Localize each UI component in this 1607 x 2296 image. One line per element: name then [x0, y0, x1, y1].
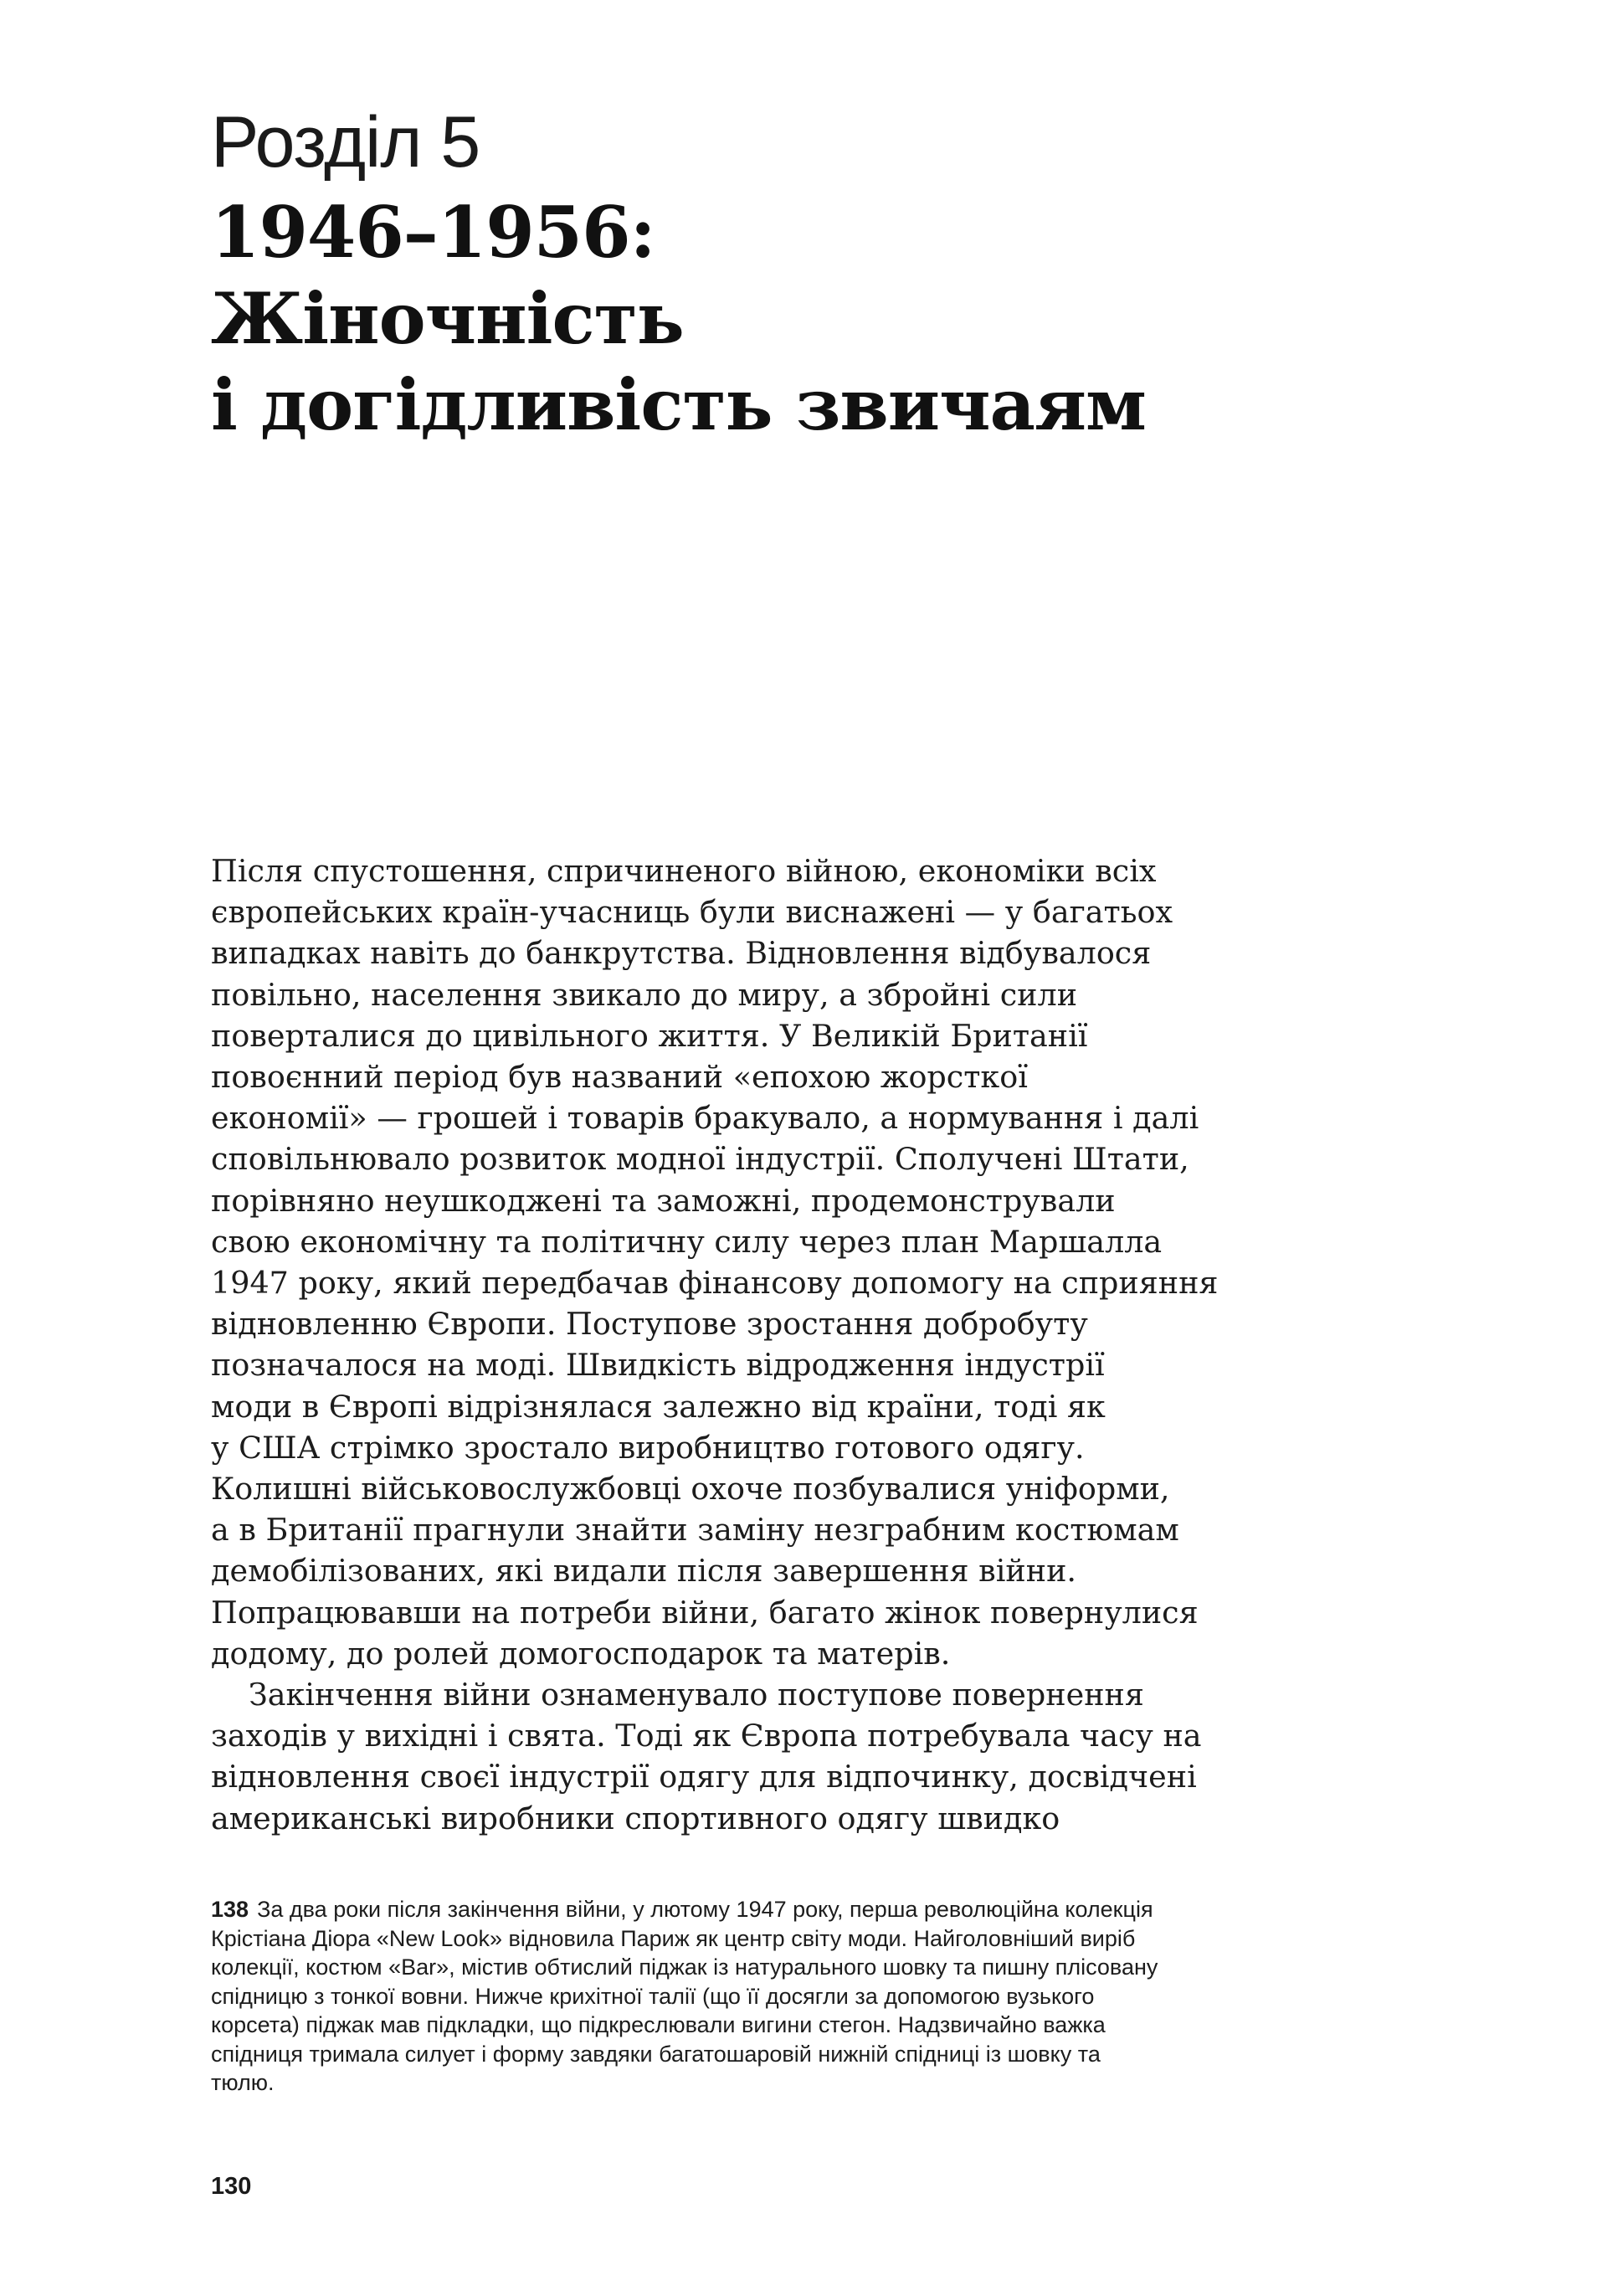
body-line: демобілізованих, які видали після завершення війни.: [211, 1553, 1076, 1590]
body-line: американські виробники спортивного одягу швидко: [211, 1800, 1060, 1836]
body-line: економії» — грошей і товарів бракувало, а нормування і далі: [211, 1100, 1199, 1137]
body-line: заходів у вихідні і свята. Тоді як Європа потребувала часу на: [211, 1718, 1202, 1754]
footnote-line: [211, 1895, 1299, 1924]
body-line: Колишні військовослужбовці охоче позбувалися уніформи,: [211, 1471, 1170, 1508]
body-line: свою економічну та політичну силу через план Маршалла: [211, 1223, 1163, 1260]
body-line: повоєнний період був названий «епохою жорсткої: [211, 1059, 1028, 1096]
body-line: додому, до ролей домогосподарок та матерів.: [211, 1635, 951, 1672]
chapter-title-line: Жіночність: [211, 277, 684, 360]
footnote-number: 138: [211, 1897, 249, 1922]
footnote-line: корсета) піджак мав підкладки, що підкреслювали вигини стегон. Надзвичайно важка: [211, 2012, 1106, 2037]
page-number: 130: [211, 2173, 252, 2200]
body-text: [211, 850, 1299, 1839]
body-line: Попрацювавши на потреби війни, багато жінок повернулися: [211, 1594, 1199, 1631]
footnote-line: Крістіана Діора «New Look» відновила Париж як центр світу моди. Найголовніший виріб: [211, 1925, 1136, 1951]
footnote: [211, 1895, 1299, 2098]
chapter-label: Розділ 5: [211, 102, 480, 182]
body-line: Закінчення війни ознаменувало поступове повернення: [249, 1677, 1144, 1713]
body-line: у США стрімко зростало виробництво готового одягу.: [211, 1429, 1085, 1466]
body-line: моди в Європі відрізнялася залежно від країни, тоді як: [211, 1388, 1106, 1425]
body-line: європейських країн-учасниць були виснажені — у багатьох: [211, 894, 1173, 931]
chapter-title-line: і догідливість звичаям: [211, 363, 1147, 446]
body-line: відновлення своєї індустрії одягу для відпочинку, досвідчені: [211, 1759, 1197, 1795]
chapter-title-line: 1946–1956:: [211, 191, 655, 274]
body-line: поверталися до цивільного життя. У Великій Британії: [211, 1017, 1088, 1054]
body-line: сповільнювало розвиток модної індустрії. Сполучені Штати,: [211, 1141, 1189, 1178]
footnote-text: За два роки після закінчення війни, у лютому 1947 року, перша революційна колекція: [257, 1897, 1153, 1922]
body-line: 1947 року, який передбачав фінансову допомогу на сприяння: [211, 1265, 1219, 1302]
body-line: відновленню Європи. Поступове зростання добробуту: [211, 1306, 1088, 1343]
body-line: Після спустошення, спричиненого війною, економіки всіх: [211, 853, 1157, 889]
body-line: а в Британії прагнули знайти заміну незграбним костюмам: [211, 1512, 1179, 1549]
footnote-line: тюлю.: [211, 2070, 275, 2095]
body-line: повільно, населення звикало до миру, а збройні сили: [211, 976, 1078, 1013]
chapter-title: [211, 189, 1146, 448]
footnote-line: колекції, костюм «Bar», містив обтислий піджак із натурального шовку та пишну плісовану: [211, 1954, 1158, 1980]
footnote-line: спідницю з тонкої вовни. Нижче крихітної талії (що її досягли за допомогою вузького: [211, 1983, 1095, 2009]
body-line: випадках навіть до банкрутства. Відновлення відбувалося: [211, 935, 1152, 972]
footnote-line: спідниця тримала силует і форму завдяки багатошаровій нижній спідниці із шовку та: [211, 2041, 1101, 2067]
body-line: позначалося на моді. Швидкість відродження індустрії: [211, 1347, 1105, 1384]
body-line: порівняно неушкоджені та заможні, продемонстрували: [211, 1182, 1116, 1219]
